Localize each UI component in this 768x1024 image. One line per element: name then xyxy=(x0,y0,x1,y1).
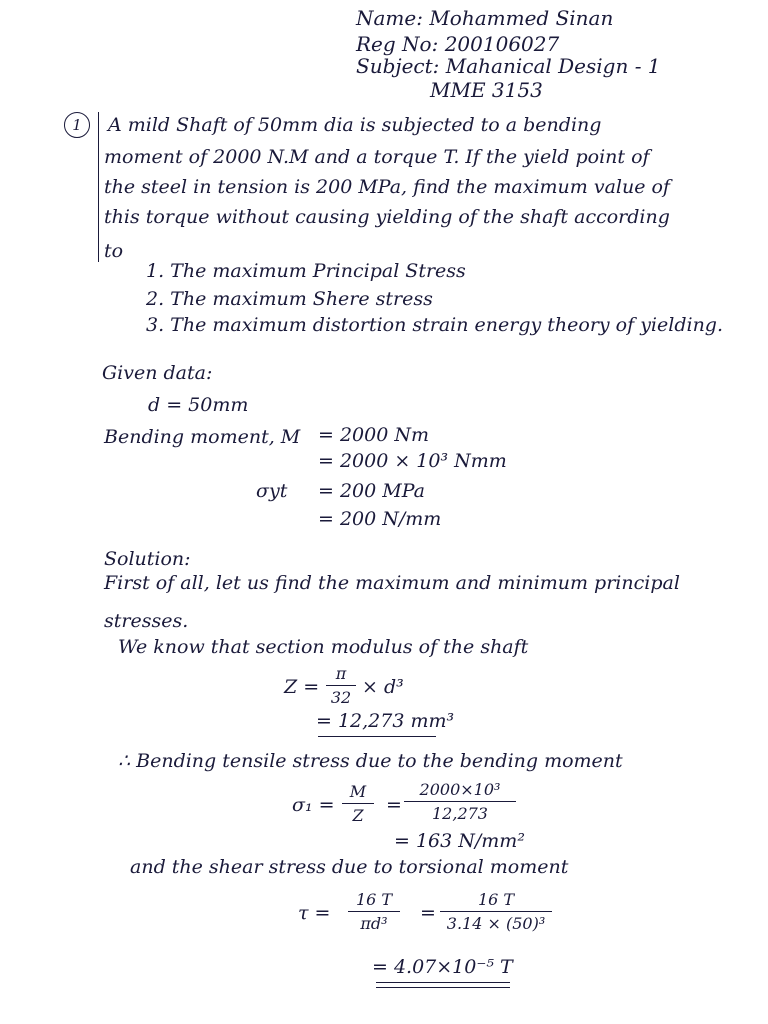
fraction-bar xyxy=(348,911,400,912)
underline xyxy=(318,736,436,737)
sigma1-numerator: M xyxy=(349,782,367,801)
question-item: 2. The maximum Shere stress xyxy=(146,288,433,310)
tau-denominator: πd³ xyxy=(360,914,388,933)
question-item: 3. The maximum distortion strain energy theory of yielding. xyxy=(146,314,724,336)
double-underline xyxy=(376,982,510,983)
margin-line xyxy=(98,112,99,262)
z-lhs: Z = xyxy=(284,676,320,698)
question-line-3: the steel in tension is 200 MPa, find the maximum value of xyxy=(104,176,670,198)
sigma1-numerator-value: 2000×10³ xyxy=(419,780,501,799)
tau-fraction xyxy=(348,890,400,933)
question-line-5: to xyxy=(104,240,124,262)
question-line-1: A mild Shaft of 50mm dia is subjected to a bending xyxy=(108,114,602,136)
registration-number: Reg No: 200106027 xyxy=(356,32,560,56)
tau-fraction-values xyxy=(440,890,552,933)
question-item: 1. The maximum Principal Stress xyxy=(146,260,466,282)
z-rhs: × d³ xyxy=(362,676,404,698)
fraction-bar xyxy=(342,803,374,804)
question-line-2: moment of 2000 N.M and a torque T. If the yield point of xyxy=(104,146,650,168)
tau-denominator-value: 3.14 × (50)³ xyxy=(446,914,546,933)
solution-line-3: We know that section modulus of the shaft xyxy=(118,636,529,658)
solution-line-1: First of all, let us find the maximum and minimum principal xyxy=(104,572,680,594)
fraction-bar xyxy=(404,801,516,802)
given-diameter: d = 50mm xyxy=(148,394,249,416)
bending-stress-line: ∴ Bending tensile stress due to the bending moment xyxy=(118,750,623,772)
tau-numerator-value: 16 T xyxy=(477,890,515,909)
bending-moment-value: = 2000 Nm xyxy=(318,424,429,446)
z-numerator: π xyxy=(335,664,347,683)
sigma1-fraction-values xyxy=(404,780,516,823)
tau-numerator: 16 T xyxy=(355,890,393,909)
student-name: Name: Mohammed Sinan xyxy=(356,6,614,30)
sigma1-denominator-value: 12,273 xyxy=(432,804,488,823)
yield-stress-value-nmm: = 200 N/mm xyxy=(318,508,442,530)
sigma1-lhs: σ₁ = xyxy=(292,794,335,816)
sigma1-fraction xyxy=(342,782,374,825)
equals-sign: = xyxy=(386,794,402,816)
subject: Subject: Mahanical Design - 1 xyxy=(356,54,661,78)
z-fraction xyxy=(326,664,356,707)
tau-result: = 4.07×10⁻⁵ T xyxy=(372,956,513,978)
bending-moment-value-nmm: = 2000 × 10³ Nmm xyxy=(318,450,507,472)
solution-line-2: stresses. xyxy=(104,610,189,632)
double-underline xyxy=(376,987,510,988)
question-number: 1 xyxy=(64,112,90,138)
sigma1-denominator: Z xyxy=(352,806,364,825)
fraction-bar xyxy=(440,911,552,912)
given-heading: Given data: xyxy=(102,362,213,384)
tau-lhs: τ = xyxy=(298,902,331,924)
question-line-4: this torque without causing yielding of the shaft according xyxy=(104,206,670,228)
z-denominator: 32 xyxy=(330,688,352,707)
equals-sign: = xyxy=(420,902,436,924)
bending-moment-label: Bending moment, M xyxy=(104,426,301,448)
solution-heading: Solution: xyxy=(104,548,191,570)
shear-stress-line: and the shear stress due to torsional moment xyxy=(130,856,569,878)
fraction-bar xyxy=(326,685,356,686)
sigma1-result: = 163 N/mm² xyxy=(394,830,525,852)
course-code: MME 3153 xyxy=(430,78,543,102)
yield-stress-value: = 200 MPa xyxy=(318,480,425,502)
yield-stress-label: σyt xyxy=(256,480,288,502)
z-result: = 12,273 mm³ xyxy=(316,710,455,732)
